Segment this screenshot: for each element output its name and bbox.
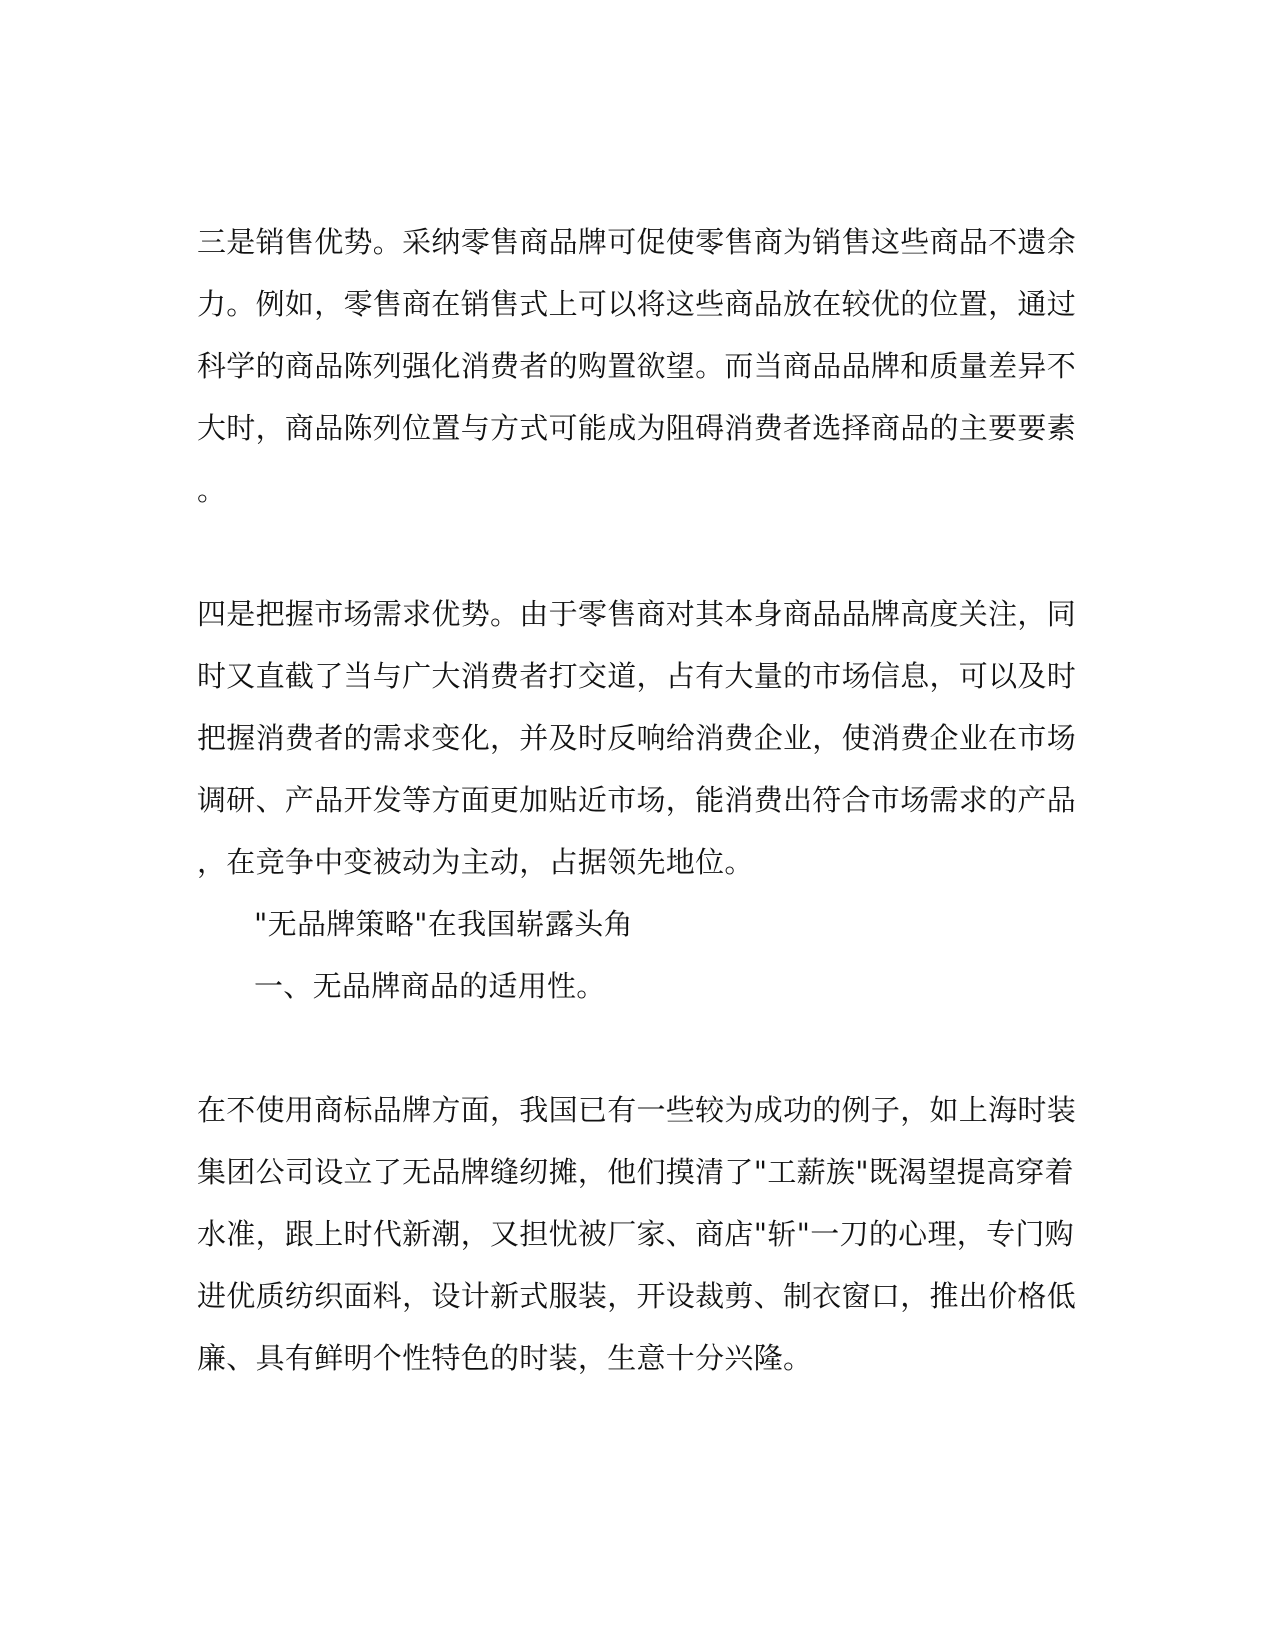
text-line: 在不使用商标品牌方面，我国已有一些较为成功的例子，如上海时装 [197,1093,1077,1127]
text-line: 水准，跟上时代新潮，又担忧被厂家、商店"斩"一刀的心理，专门购 [197,1217,1074,1251]
text-line: 把握消费者的需求变化，并及时反响给消费企业，使消费企业在市场 [197,721,1077,755]
text-line: 。 [197,473,227,507]
section-heading: "无品牌策略"在我国崭露头角 [254,907,633,941]
text-line: 大时，商品陈列位置与方式可能成为阻碍消费者选择商品的主要要素 [197,411,1077,445]
subsection-heading: 一、无品牌商品的适用性。 [254,969,606,1003]
text-line: 三是销售优势。采纳零售商品牌可促使零售商为销售这些商品不遗余 [197,225,1077,259]
text-line: 四是把握市场需求优势。由于零售商对其本身商品品牌高度关注，同 [197,597,1077,631]
text-line: 科学的商品陈列强化消费者的购置欲望。而当商品品牌和质量差异不 [197,349,1077,383]
text-line: 调研、产品开发等方面更加贴近市场，能消费出符合市场需求的产品 [197,783,1077,817]
text-line: 力。例如，零售商在销售式上可以将这些商品放在较优的位置，通过 [197,287,1077,321]
text-line: 时又直截了当与广大消费者打交道，占有大量的市场信息，可以及时 [197,659,1077,693]
text-line: ，在竞争中变被动为主动，占据领先地位。 [197,845,754,879]
text-line: 廉、具有鲜明个性特色的时装，生意十分兴隆。 [197,1341,813,1375]
text-line: 进优质纺织面料，设计新式服装，开设裁剪、制衣窗口，推出价格低 [197,1279,1077,1313]
text-line: 集团公司设立了无品牌缝纫摊，他们摸清了"工薪族"既渴望提高穿着 [197,1155,1074,1189]
